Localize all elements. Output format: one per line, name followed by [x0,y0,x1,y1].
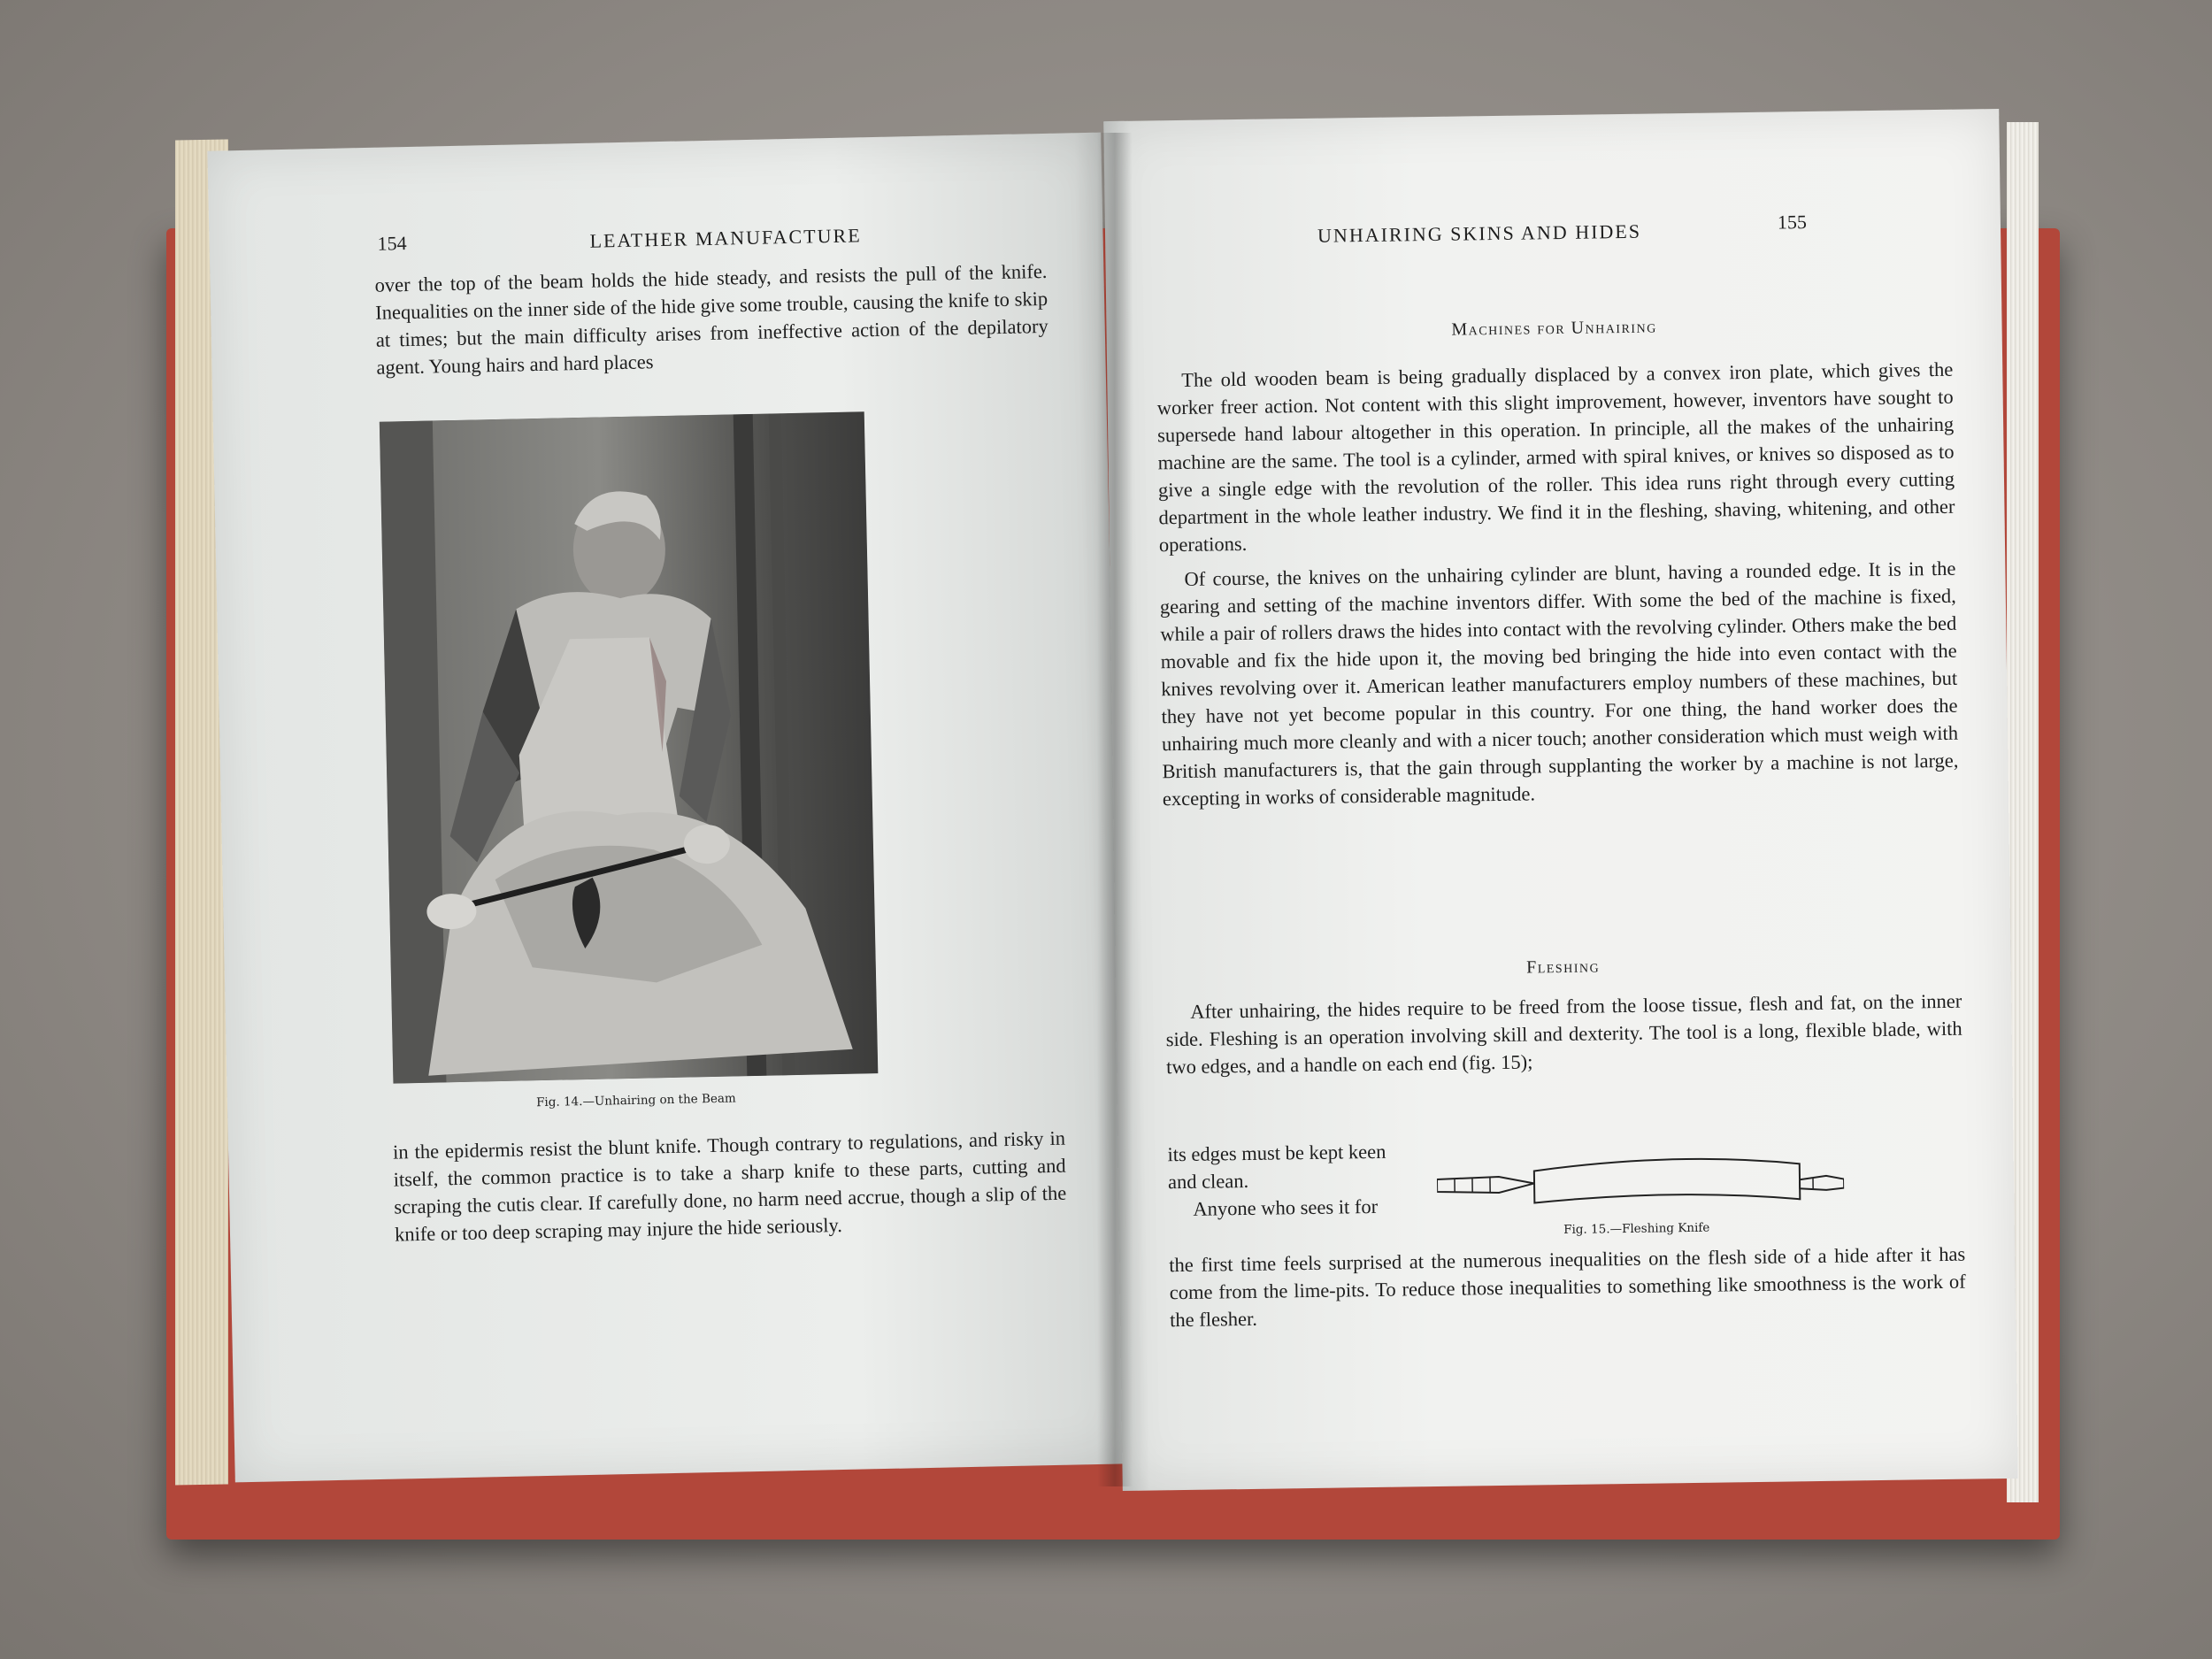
left-page-number: 154 [377,232,407,255]
fleshing-paragraph-1 [1165,987,1962,1081]
section-heading-fleshing: Fleshing [1525,956,1601,978]
unhairing-photo [380,411,879,1083]
fleshing-wrap-line-2: Anyone who sees it for [1193,1194,1379,1220]
photo-illustration [380,411,879,1083]
left-page [207,133,1128,1483]
fleshing-wrap-line-1: its edges must be kept keen and clean. [1167,1140,1386,1194]
section-heading-machines: Machines for Unhairing [1451,317,1657,340]
left-paragraph-bottom: in the epidermis resist the blunt knife. Though contrary to regulations, and risky in itself, the common practice is to take a sharp knife to these parts, cutting and scraping the cutis clear. If carefully done, no harm need accrue, though a slip of the knife or too deep scraping may injure the hide seriously. [392,1126,1067,1246]
book-gutter [1097,133,1133,1486]
right-page [1103,109,2018,1491]
machines-text [1156,356,1959,820]
fleshing-paragraph-1-text: After unhairing, the hides require to be freed from the loose tissue, flesh and fat, on the inner side. Fleshing is an operation involving skill and dexterity. The tool is a long, flexible blade, with two edges, and a handle on each end (fig. 15); [1165,989,1962,1079]
right-page-number: 155 [1777,211,1808,234]
figure-15-caption: Fig. 15.—Fleshing Knife [1563,1220,1710,1238]
machines-paragraph-2: Of course, the knives on the unhairing cylinder are blunt, having a rounded edge. It is in the gearing and setting of the machine inventors differ. With some the bed of the machine is fixed, while a pair of rollers draws the hides into contact with the revolving cylinder. Others make the bed movable and fix the hide upon it, the moving bed bringing the hide into even contact with the knives revolving over it. American leather manufacturers employ numbers of these machines, but they have not yet become popular in this country. For one thing, the hand worker does the unhairing much more cleanly and with a nicer touch; another consideration which must weigh with British manufacturers is, that the gain through supplanting the worker by a machine is not large, excepting in works of considerable magnitude. [1159,557,1959,810]
fleshing-paragraph-2: the first time feels surprised at the numerous inequalities on the flesh side of a hide after it has come from the lime-pits. To reduce those inequalities to something like smoothness is the work of the flesher. [1169,1242,1966,1332]
left-running-head: LEATHER MANUFACTURE [589,224,862,252]
figure-14-caption: Fig. 14.—Unhairing on the Beam [535,1091,736,1110]
left-paragraph-top: over the top of the beam holds the hide steady, and resists the pull of the knife. Inequalities on the inner side of the hide give some trouble, causing the knife to skip at times; but the main difficulty arises from ineffective action of the depilatory agent. Young hairs and hard places [374,259,1048,379]
fleshing-wrap-text [1167,1137,1416,1223]
right-running-head: UNHAIRING SKINS AND HIDES [1317,219,1642,247]
fleshing-knife-drawing [1436,1133,1844,1220]
machines-paragraph-1: The old wooden beam is being gradually displaced by a convex iron plate, which gives the worker freer action. Not content with this slight improvement, however, inventors have sought to supersede hand labour altogether in this operation. In principle, all the makes of the unhairing machine are the same. The tool is a cylinder, armed with spiral knives, or knives so disposed as to give a single edge with the revolution of the roller. This idea runs right through every cutting department in the whole leather industry. We find it in the fleshing, shaving, whitening, and other operations. [1156,357,1955,557]
